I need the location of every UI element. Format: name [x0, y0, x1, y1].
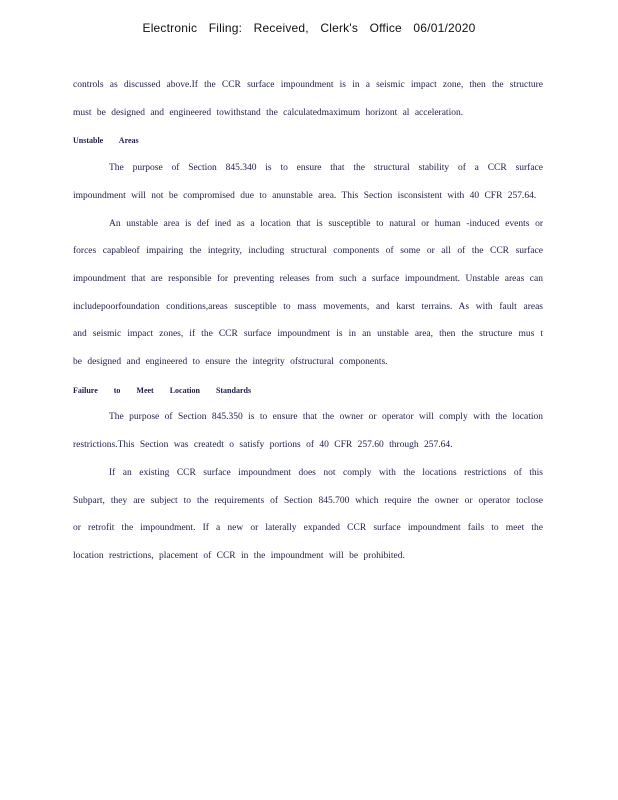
paragraph-seismic-continuation: controls as discussed above.If the CCR surface impoundment is in a seismic impact zone, then the structure must be designed and engineered towithstand the calculatedmaximum horizont al acceleration.: [73, 80, 543, 118]
paragraph-noncompliance: If an existing CCR surface impoundment does not comply with the locations restrictions of this Subpart, they are subject to the requirements of Section 845.700 which require the owner or operator toclose or retrofit the impoundment. If a new or laterally expanded CCR surface impoundment fails to meet the location restrictions, placement of CCR in the impoundment will be prohibited.: [73, 467, 543, 561]
paragraph-purpose-845-340: The purpose of Section 845.340 is to ensure that the structural stability of a CCR surface impoundment will not be compromised due to anunstable area. This Section isconsistent with 40 CFR 257.64.: [73, 163, 543, 201]
paragraph-purpose-845-350: The purpose of Section 845.350 is to ensure that the owner or operator will comply with the location restrictions.This Section was createdt o satisfy portions of 40 CFR 257.60 through 257.64.: [73, 412, 543, 451]
paragraph-unstable-area-definition: An unstable area is def ined as a location that is susceptible to natural or human -induced events or forces capableof impairing the integrity, including structural components of some or all of the CCR surface impoundment that are responsible for preventing releases from such a surface impoundment. Unstable areas can includepoorfoundation conditions,areas susceptible to mass movements, and karst terrains. As with fault areas and seismic impact zones, if the CCR surface impoundment is in an unstable area, then the structure mus t be designed and engineered to ensure the integrity ofstructural components.: [73, 218, 543, 368]
heading-unstable-areas: Unstable Areas: [73, 136, 139, 146]
document-body: [73, 72, 543, 571]
heading-failure-to-meet-location-standards: Failure to Meet Location Standards: [73, 385, 252, 395]
filing-header: Electronic Filing: Received, Clerk's Office 06/01/2020: [142, 21, 476, 35]
